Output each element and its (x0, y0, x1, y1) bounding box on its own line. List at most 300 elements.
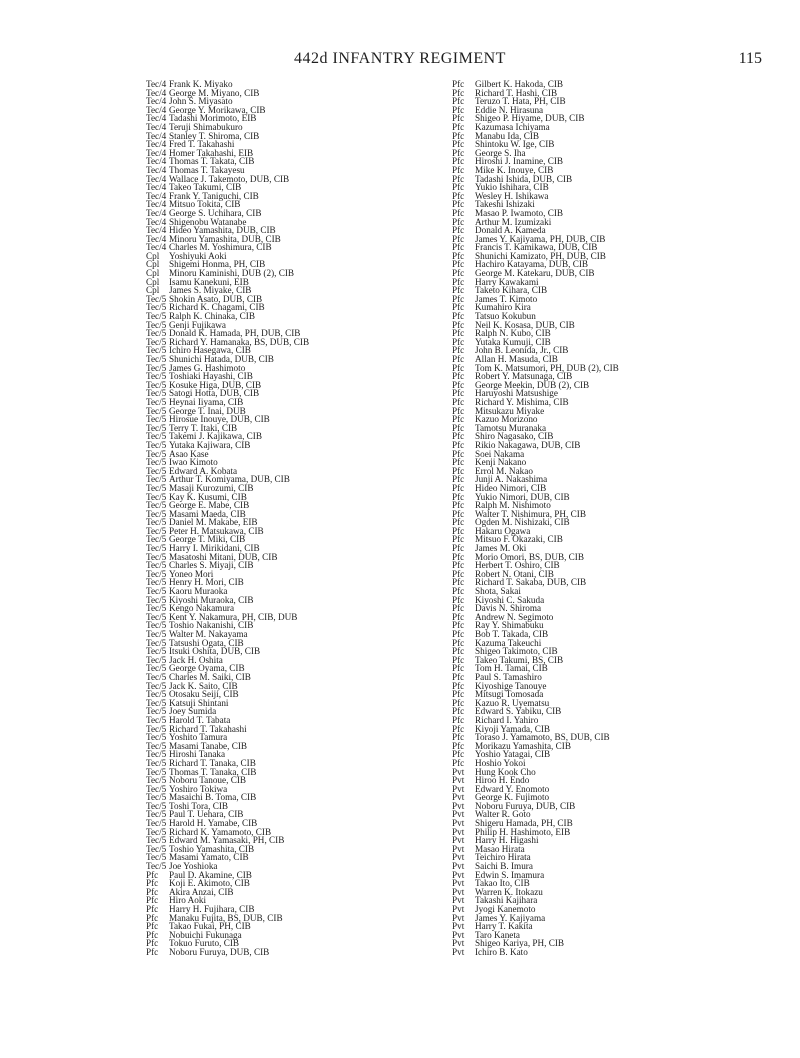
rank-abbreviation: Pfc (452, 457, 465, 468)
rank-abbreviation: Tec/5 (146, 379, 167, 390)
soldier-name: James T. Kimoto (475, 293, 538, 304)
rank-abbreviation: Tec/5 (146, 749, 167, 760)
soldier-name: Neil K. Kosasa, DUB, CIB (475, 319, 575, 330)
rank-abbreviation: Tec/4 (146, 242, 167, 253)
rank-abbreviation: Pfc (452, 482, 465, 493)
rank-abbreviation: Pfc (452, 276, 465, 287)
soldier-name: Yukio Ishihara, CIB (475, 182, 549, 193)
rank-abbreviation: Pfc (146, 929, 159, 940)
soldier-name: Toshi Tora, CIB (169, 800, 229, 811)
soldier-name: Shokin Asato, DUB, CIB (169, 293, 263, 304)
rank-abbreviation: Tec/5 (146, 818, 167, 829)
rank-abbreviation: Pfc (452, 749, 465, 760)
rank-abbreviation: Pfc (452, 551, 465, 562)
soldier-name: Yoshiyuki Aoki (169, 250, 227, 261)
soldier-name: Richard Y. Mishima, CIB (475, 396, 569, 407)
rank-abbreviation: Pfc (452, 328, 465, 339)
rank-abbreviation: Tec/5 (146, 405, 167, 416)
soldier-name: Arthur T. Komiyama, DUB, CIB (169, 474, 290, 485)
soldier-name: George S. Uchihara, CIB (169, 207, 262, 218)
rank-abbreviation: Pvt (452, 800, 465, 811)
soldier-name: Kaoru Muraoka (169, 586, 228, 597)
rank-abbreviation: Tec/5 (146, 543, 167, 554)
soldier-name: Shigenobu Watanabe (169, 216, 247, 227)
rank-abbreviation: Pfc (452, 302, 465, 313)
rank-abbreviation: Tec/4 (146, 104, 167, 115)
rank-abbreviation: Pfc (452, 396, 465, 407)
soldier-name: Joe Yoshioka (169, 861, 218, 872)
soldier-name: Richard K. Yamamoto, CIB (169, 826, 272, 837)
soldier-name: Yukio Nimori, DUB, CIB (475, 491, 570, 502)
soldier-name: Satogi Hotta, DUB, CIB (169, 388, 260, 399)
rank-abbreviation: Tec/4 (146, 139, 167, 150)
rank-abbreviation: Pfc (452, 139, 465, 150)
soldier-name: Shintoku W. Ige, CIB (475, 139, 555, 150)
rank-abbreviation: Pfc (146, 869, 159, 880)
rank-abbreviation: Tec/4 (146, 113, 167, 124)
soldier-name: Yoshio Yatagai, CIB (475, 749, 551, 760)
rank-abbreviation: Tec/5 (146, 371, 167, 382)
rank-abbreviation: Pfc (452, 164, 465, 175)
rank-abbreviation: Tec/5 (146, 689, 167, 700)
rank-abbreviation: Pfc (452, 96, 465, 107)
soldier-name: Harry Kawakami (475, 276, 539, 287)
rank-abbreviation: Pfc (146, 878, 159, 889)
soldier-name: Yutaka Kumuji, CIB (475, 336, 551, 347)
soldier-name: Yoshito Tamura (169, 732, 228, 743)
soldier-name: Shunichi Hatada, DUB, CIB (169, 354, 274, 364)
soldier-name: Masami Maeda, CIB (169, 508, 246, 519)
soldier-name: Hirosue Inouye, DUB, CIB (169, 414, 270, 425)
soldier-name: Ogden M. Nishizaki, CIB (475, 517, 570, 528)
rank-abbreviation: Pfc (452, 637, 465, 648)
soldier-name: Robert Y. Matsunaga, CIB (475, 371, 573, 382)
soldier-name: Toshio Yamashita, CIB (169, 843, 255, 854)
rank-abbreviation: Pfc (452, 603, 465, 614)
rank-abbreviation: Pfc (146, 938, 159, 949)
soldier-name: Philip H. Hashimoto, EIB (475, 826, 571, 837)
soldier-name: Koji E. Akimoto, CIB (169, 878, 250, 889)
rank-abbreviation: Tec/5 (146, 311, 167, 322)
rank-abbreviation: Tec/5 (146, 835, 167, 846)
rank-abbreviation: Pfc (452, 259, 465, 270)
soldier-name: Masao P. Iwamoto, CIB (475, 207, 564, 218)
soldier-name: Daniel M. Makabe, EIB (169, 517, 258, 528)
soldier-name: Thomas T. Takata, CIB (169, 156, 255, 167)
rank-abbreviation: Pfc (452, 732, 465, 743)
rank-abbreviation: Pfc (146, 946, 159, 957)
soldier-name: Mike K. Inouye, CIB (475, 164, 554, 175)
soldier-name: Genji Fujikawa (169, 319, 226, 330)
rank-abbreviation: Pvt (452, 869, 465, 880)
rank-abbreviation: Pfc (452, 242, 465, 253)
rank-abbreviation: Pfc (452, 216, 465, 227)
rank-abbreviation: Tec/5 (146, 775, 167, 786)
rank-abbreviation: Tec/5 (146, 714, 167, 725)
soldier-name: Richard T. Takahashi (169, 723, 247, 734)
soldier-name: Rikio Nakagawa, DUB, CIB (475, 439, 581, 450)
soldier-name: Yutaka Kajiwara, CIB (169, 439, 251, 450)
roster-column-right (452, 80, 772, 957)
rank-abbreviation: Tec/5 (146, 706, 167, 717)
soldier-name: Kumahiro Kira (475, 302, 531, 313)
rank-abbreviation: Tec/4 (146, 225, 167, 236)
rank-abbreviation: Pvt (452, 775, 465, 786)
soldier-name: Manaku Fujita, BS, DUB, CIB (169, 912, 283, 923)
rank-abbreviation: Pfc (452, 354, 465, 364)
soldier-name: Mitsuo F. Okazaki, CIB (475, 534, 563, 545)
soldier-name: Ralph N. Kubo, CIB (475, 328, 551, 339)
soldier-name: Kiyoshi Muraoka, CIB (169, 594, 254, 605)
soldier-name: Hiroshi J. Inamine, CIB (475, 156, 564, 167)
soldier-name: Kosuke Higa, DUB, CIB (169, 379, 262, 390)
rank-abbreviation: Pfc (452, 388, 465, 399)
rank-abbreviation: Pfc (452, 431, 465, 442)
rank-abbreviation: Pfc (452, 491, 465, 502)
rank-abbreviation: Tec/5 (146, 328, 167, 339)
rank-abbreviation: Pvt (452, 792, 465, 803)
rank-abbreviation: Tec/5 (146, 671, 167, 682)
rank-abbreviation: Pfc (452, 706, 465, 717)
rank-abbreviation: Cpl (146, 268, 160, 279)
soldier-name: Richard Y. Hamanaka, BS, DUB, CIB (169, 336, 310, 347)
soldier-name: Harold H. Yamabe, CIB (169, 818, 258, 829)
soldier-name: Yoshiro Tokiwa (169, 783, 228, 794)
rank-abbreviation: Tec/4 (146, 216, 167, 227)
soldier-name: Wallace J. Takemoto, DUB, CIB (169, 173, 290, 184)
rank-abbreviation: Pfc (452, 182, 465, 193)
rank-abbreviation: Tec/4 (146, 96, 167, 107)
rank-abbreviation: Pfc (452, 319, 465, 330)
soldier-name: George K. Fujimoto (475, 792, 550, 803)
soldier-name: Thomas T. Takayesu (169, 164, 245, 175)
soldier-name: Masao Hirata (475, 843, 525, 854)
soldier-name: Richard T. Tanaka, CIB (169, 757, 256, 768)
soldier-name: Edward A. Kobata (169, 465, 238, 476)
rank-abbreviation: Pvt (452, 826, 465, 837)
rank-abbreviation: Pfc (452, 225, 465, 236)
rank-abbreviation: Tec/4 (146, 156, 167, 167)
rank-abbreviation: Pfc (452, 723, 465, 734)
soldier-name: Andrew N. Segimoto (475, 611, 554, 622)
soldier-name: Francis T. Kamikawa, DUB, CIB (475, 242, 598, 253)
soldier-name: Edwin S. Imamura (475, 869, 545, 880)
rank-abbreviation: Tec/5 (146, 293, 167, 304)
soldier-name: Ichiro B. Kato (475, 946, 528, 957)
rank-abbreviation: Pfc (146, 895, 159, 906)
rank-abbreviation: Tec/5 (146, 843, 167, 854)
rank-abbreviation: Pfc (452, 646, 465, 657)
soldier-name: Harry I. Mirikidani, CIB (169, 543, 260, 554)
soldier-name: Hiro Aoki (169, 895, 207, 906)
roster-column-left (146, 80, 446, 957)
soldier-name: Toshiaki Hayashi, CIB (169, 371, 253, 382)
rank-abbreviation: Tec/5 (146, 534, 167, 545)
soldier-name: Tamotsu Muranaka (475, 422, 547, 433)
rank-abbreviation: Pfc (452, 121, 465, 132)
soldier-name: Katsuji Shintani (169, 697, 229, 708)
rank-abbreviation: Pfc (452, 362, 465, 373)
soldier-name: Saichi B. Imura (475, 861, 533, 872)
soldier-name: George Y. Morikawa, CIB (169, 104, 266, 115)
rank-abbreviation: Tec/5 (146, 629, 167, 639)
soldier-name: Shigeo P. Hiyame, DUB, CIB (475, 113, 585, 124)
rank-abbreviation: Tec/5 (146, 431, 167, 442)
rank-abbreviation: Tec/5 (146, 852, 167, 863)
soldier-name: Robert N. Otani, CIB (475, 568, 554, 579)
soldier-name: Gilbert K. Hakoda, CIB (475, 79, 564, 89)
soldier-name: Takashi Kajihara (475, 895, 538, 906)
soldier-name: Walter M. Nakayama (169, 629, 248, 639)
rank-abbreviation: Tec/4 (146, 130, 167, 141)
rank-abbreviation: Tec/5 (146, 783, 167, 794)
soldier-name: Heynai Iiyama, CIB (169, 396, 244, 407)
rank-abbreviation: Tec/5 (146, 637, 167, 648)
rank-abbreviation: Tec/5 (146, 345, 167, 356)
soldier-name: Kazumasa Ichiyama (475, 121, 550, 132)
rank-abbreviation: Tec/5 (146, 603, 167, 614)
rank-abbreviation: Pfc (452, 586, 465, 597)
rank-abbreviation: Tec/5 (146, 809, 167, 820)
rank-abbreviation: Pfc (146, 921, 159, 932)
soldier-name: Henry H. Mori, CIB (169, 577, 244, 588)
soldier-name: Jyogi Kanemoto (475, 904, 536, 914)
rank-abbreviation: Pfc (452, 113, 465, 124)
soldier-name: Harry H. Higashi (475, 835, 539, 846)
soldier-name: Richard T. Hashi, CIB (475, 87, 558, 98)
rank-abbreviation: Pfc (452, 740, 465, 751)
rank-abbreviation: Pfc (452, 448, 465, 459)
soldier-name: Asao Kase (169, 448, 209, 459)
soldier-name: Edward S. Yabiku, CIB (475, 706, 562, 717)
rank-abbreviation: Tec/5 (146, 517, 167, 528)
soldier-name: Richard K. Chagami, CIB (169, 302, 265, 313)
soldier-name: Edward Y. Enomoto (475, 783, 550, 794)
soldier-name: Paul D. Akamine, CIB (169, 869, 252, 880)
soldier-name: Hoshio Yokoi (475, 757, 526, 768)
soldier-name: Itsuki Oshita, DUB, CIB (169, 646, 261, 657)
rank-abbreviation: Tec/5 (146, 723, 167, 734)
rank-abbreviation: Pfc (452, 250, 465, 261)
rank-abbreviation: Pfc (452, 620, 465, 631)
soldier-name: Tadashi Morimoto, EIB (169, 113, 257, 124)
soldier-name: Tom K. Matsumori, PH, DUB (2), CIB (475, 362, 619, 373)
soldier-name: George T. Inai, DUB (169, 405, 246, 416)
soldier-name: Takao Fukai, PH, CIB (169, 921, 251, 932)
soldier-name: Akira Anzai, CIB (169, 886, 234, 897)
soldier-name: Joey Sumida (169, 706, 217, 717)
rank-abbreviation: Tec/4 (146, 164, 167, 175)
rank-abbreviation: Pfc (452, 474, 465, 485)
rank-abbreviation: Pfc (146, 912, 159, 923)
soldier-name: Hiroshi Tanaka (169, 749, 226, 760)
rank-abbreviation: Tec/5 (146, 792, 167, 803)
soldier-name: Walter R. Goto (475, 809, 531, 820)
rank-abbreviation: Tec/5 (146, 680, 167, 691)
rank-abbreviation: Tec/5 (146, 654, 167, 665)
rank-abbreviation: Cpl (146, 259, 160, 270)
soldier-name: Paul S. Tamashiro (475, 671, 542, 682)
soldier-name: Iwao Kimoto (169, 457, 218, 468)
soldier-name: Harry T. Kakita (475, 921, 533, 932)
rank-abbreviation: Pfc (452, 173, 465, 184)
rank-abbreviation: Tec/5 (146, 826, 167, 837)
rank-abbreviation: Pfc (452, 156, 465, 167)
soldier-name: Mitsuo Tokita, CIB (169, 199, 241, 210)
rank-abbreviation: Pfc (452, 371, 465, 382)
soldier-name: James M. Oki (475, 543, 527, 554)
soldier-name: John B. Leonida, Jr., CIB (475, 345, 569, 356)
soldier-name: Noboru Furuya, DUB, CIB (169, 946, 270, 957)
rank-abbreviation: Tec/5 (146, 396, 167, 407)
rank-abbreviation: Pvt (452, 861, 465, 872)
rank-abbreviation: Pvt (452, 809, 465, 820)
soldier-name: Teruji Shimabukuro (169, 121, 243, 132)
soldier-name: James G. Hashimoto (169, 362, 246, 373)
soldier-name: Hideo Yamashita, DUB, CIB (169, 225, 276, 236)
rank-abbreviation: Pfc (452, 311, 465, 322)
rank-abbreviation: Pfc (452, 199, 465, 210)
soldier-name: Eddie N. Hirasuna (475, 104, 544, 115)
rank-abbreviation: Tec/5 (146, 319, 167, 330)
soldier-name: Toshio Nakanishi, CIB (169, 620, 254, 631)
soldier-name: James Y. Kajiyama, PH, DUB, CIB (475, 233, 606, 244)
rank-abbreviation: Tec/5 (146, 594, 167, 605)
rank-abbreviation: Tec/5 (146, 474, 167, 485)
soldier-name: George T. Miki, CIB (169, 534, 246, 545)
rank-abbreviation: Pfc (452, 508, 465, 519)
rank-abbreviation: Pfc (452, 439, 465, 450)
rank-abbreviation: Pfc (452, 671, 465, 682)
soldier-name: Peter H. Matsukawa, CIB (169, 525, 264, 536)
soldier-name: Frank K. Miyako (169, 79, 233, 89)
soldier-name: Kazuo Morizono (475, 414, 538, 425)
soldier-name: Charles M. Yoshimura, CIB (169, 242, 272, 253)
soldier-name: Toraso J. Yamamoto, BS, DUB, CIB (475, 732, 610, 743)
soldier-name: Arthur M. Izumizaki (475, 216, 552, 227)
rank-abbreviation: Pfc (452, 190, 465, 201)
soldier-name: Minoru Yamashita, DUB, CIB (169, 233, 281, 244)
rank-abbreviation: Pfc (452, 414, 465, 425)
rank-abbreviation: Pfc (452, 465, 465, 476)
soldier-name: Harry H. Fujihara, CIB (169, 904, 255, 914)
soldier-name: Shiro Nagasako, CIB (475, 431, 554, 442)
rank-abbreviation: Pfc (452, 714, 465, 725)
soldier-name: Ralph K. Chinaka, CIB (169, 311, 255, 322)
rank-abbreviation: Pfc (452, 207, 465, 218)
soldier-name: Bob T. Takada, CIB (475, 629, 549, 639)
rank-abbreviation: Pfc (452, 654, 465, 665)
rank-abbreviation: Tec/4 (146, 121, 167, 132)
rank-abbreviation: Pvt (452, 835, 465, 846)
rank-abbreviation: Cpl (146, 250, 160, 261)
soldier-name: Mitsukazu Miyake (475, 405, 545, 416)
rank-abbreviation: Pfc (146, 886, 159, 897)
running-header (0, 50, 800, 72)
page-number: 115 (738, 50, 762, 67)
soldier-name: Stanley T. Shiroma, CIB (169, 130, 260, 141)
soldier-name: Tatsushi Ogata, CIB (169, 637, 244, 648)
rank-abbreviation: Pfc (452, 594, 465, 605)
soldier-name: Masaji Kurozumi, CIB (169, 482, 254, 493)
soldier-name: Allan H. Masuda, CIB (475, 354, 558, 364)
rank-abbreviation: Pvt (452, 766, 465, 777)
rank-abbreviation: Tec/5 (146, 465, 167, 476)
rank-abbreviation: Tec/5 (146, 388, 167, 399)
soldier-name: Yoneo Mori (169, 568, 214, 579)
soldier-name: Tatsuo Kokubun (475, 311, 536, 322)
soldier-name: Harold T. Tabata (169, 714, 231, 725)
soldier-name: Kengo Nakamura (169, 603, 235, 614)
soldier-name: Takeo Takumi, BS, CIB (475, 654, 564, 665)
rank-abbreviation: Tec/5 (146, 568, 167, 579)
soldier-name: Kazuma Takeuchi (475, 637, 542, 648)
rank-abbreviation: Tec/5 (146, 861, 167, 872)
soldier-name: John S. Miyasato (169, 96, 233, 107)
rank-abbreviation: Pvt (452, 938, 465, 949)
rank-abbreviation: Cpl (146, 285, 160, 296)
rank-abbreviation: Tec/4 (146, 147, 167, 158)
rank-abbreviation: Pfc (452, 345, 465, 356)
rank-abbreviation: Pfc (452, 147, 465, 158)
soldier-name: Walter T. Nishimura, PH, CIB (475, 508, 586, 519)
soldier-name: Homer Takahashi, EIB (169, 147, 254, 158)
rank-abbreviation: Pfc (452, 405, 465, 416)
rank-abbreviation: Tec/4 (146, 182, 167, 193)
soldier-name: Takemi J. Kajikawa, CIB (169, 431, 262, 442)
soldier-name: Morio Omori, BS, DUB, CIB (475, 551, 584, 562)
soldier-name: George Meekin, DUB (2), CIB (475, 379, 590, 390)
rank-abbreviation: Pfc (452, 336, 465, 347)
soldier-name: Soei Nakama (475, 448, 525, 459)
soldier-name: Shota, Sakai (475, 586, 521, 597)
soldier-name: Herbert T. Oshiro, CIB (475, 560, 560, 571)
rank-abbreviation: Tec/4 (146, 199, 167, 210)
rank-abbreviation: Tec/5 (146, 439, 167, 450)
soldier-name: Jack H. Oshita (169, 654, 223, 665)
soldier-name: Taketo Kihara, CIB (475, 285, 548, 296)
soldier-name: Ralph M. Nishimoto (475, 500, 551, 511)
rank-abbreviation: Pfc (452, 422, 465, 433)
rank-abbreviation: Pfc (452, 233, 465, 244)
rank-abbreviation: Pfc (452, 87, 465, 98)
rank-abbreviation: Pvt (452, 783, 465, 794)
rank-abbreviation: Pfc (452, 130, 465, 141)
soldier-name: Frank Y. Taniguchi, CIB (169, 190, 259, 201)
rank-abbreviation: Pvt (452, 878, 465, 889)
soldier-name: Masatoshi Mitani, DUB, CIB (169, 551, 278, 562)
rank-abbreviation: Tec/5 (146, 422, 167, 433)
rank-abbreviation: Tec/5 (146, 491, 167, 502)
rank-abbreviation: Pfc (452, 543, 465, 554)
rank-abbreviation: Pvt (452, 843, 465, 854)
soldier-name: Donald K. Hamada, PH, DUB, CIB (169, 328, 301, 339)
rank-abbreviation: Pvt (452, 904, 465, 914)
soldier-name: Terry T. Itaki, CIB (169, 422, 238, 433)
rank-abbreviation: Pfc (452, 500, 465, 511)
soldier-name: Takeo Takumi, CIB (169, 182, 242, 193)
rank-abbreviation: Tec/5 (146, 740, 167, 751)
soldier-name: Minoru Kaminishi, DUB (2), CIB (169, 268, 295, 279)
rank-abbreviation: Tec/5 (146, 732, 167, 743)
rank-abbreviation: Pfc (452, 629, 465, 639)
soldier-name: Shigeo Kariya, PH, CIB (475, 938, 565, 949)
page-title: 442d INFANTRY REGIMENT (294, 50, 506, 67)
soldier-name: Junji A. Nakashima (475, 474, 548, 485)
rank-abbreviation: Tec/5 (146, 577, 167, 588)
rank-abbreviation: Tec/5 (146, 611, 167, 622)
soldier-name: Davis N. Shiroma (475, 603, 542, 614)
